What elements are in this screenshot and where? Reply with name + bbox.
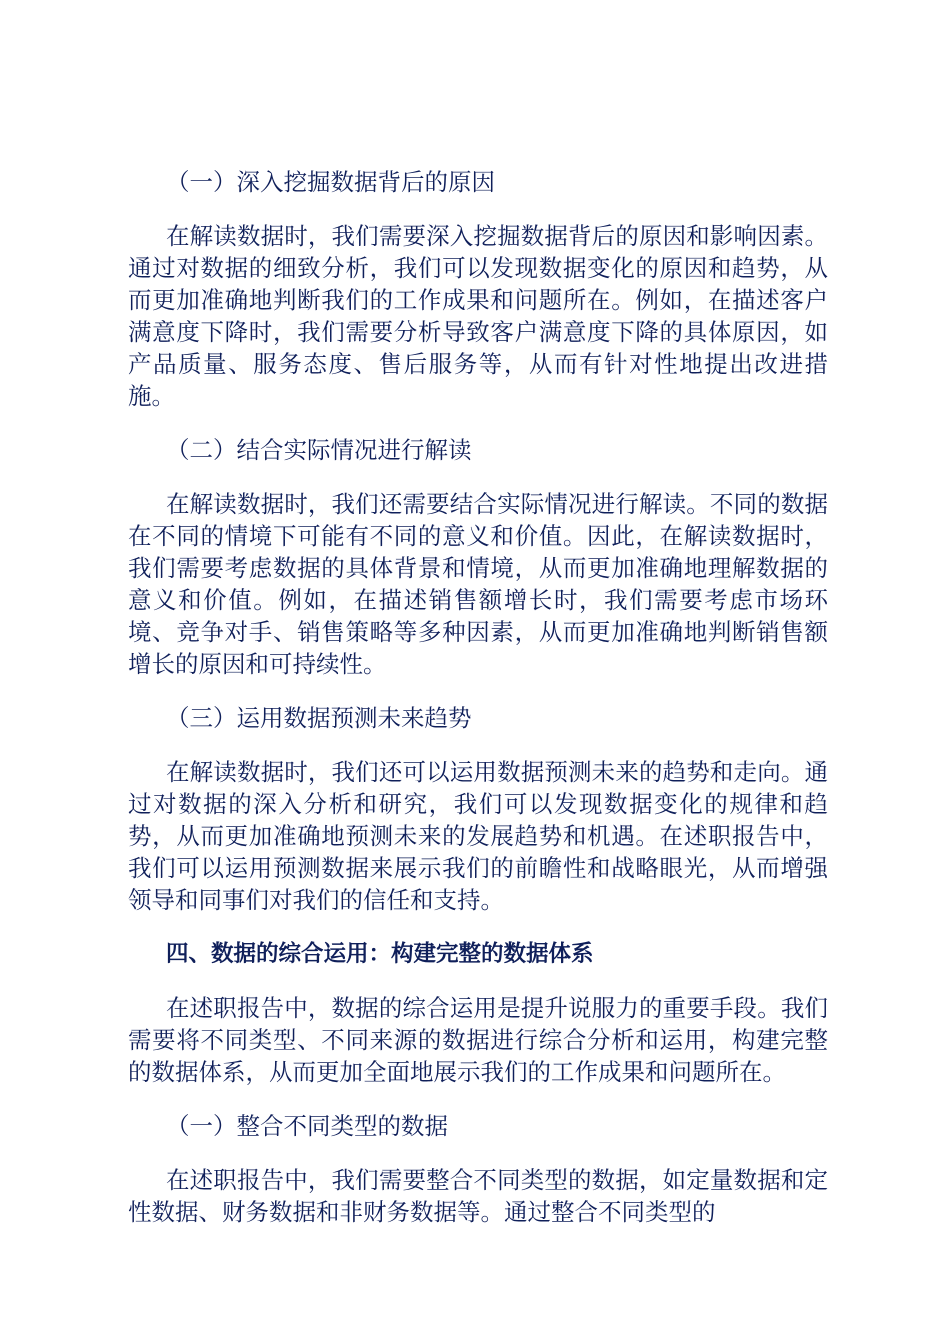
paragraph-3: 在解读数据时，我们还可以运用数据预测未来的趋势和走向。通过对数据的深入分析和研究，我们可以发现数据变化的规律和趋势，从而更加准确地预测未来的发展趋势和机遇。在述职报告中，我们可以运用预测数据来展示我们的前瞻性和战略眼光，从而增强领导和同事们对我们的信任和支持。 bbox=[128, 758, 828, 914]
section-subheading-2: （二）结合实际情况进行解读 bbox=[166, 436, 472, 464]
paragraph-5: 在述职报告中，我们需要整合不同类型的数据，如定量数据和定性数据、财务数据和非财务数据等。通过整合不同类型的 bbox=[128, 1166, 828, 1226]
section-heading-4: 四、数据的综合运用：构建完整的数据体系 bbox=[166, 941, 594, 967]
document-body bbox=[128, 166, 828, 1250]
section-subheading-1: （一）深入挖掘数据背后的原因 bbox=[166, 168, 495, 196]
paragraph-2: 在解读数据时，我们还需要结合实际情况进行解读。不同的数据在不同的情境下可能有不同的意义和价值。因此，在解读数据时，我们需要考虑数据的具体背景和情境，从而更加准确地理解数据的意义和价值。例如，在描述销售额增长时，我们需要考虑市场环境、竞争对手、销售策略等多种因素，从而更加准确地判断销售额增长的原因和可持续性。 bbox=[128, 490, 828, 678]
paragraph-4: 在述职报告中，数据的综合运用是提升说服力的重要手段。我们需要将不同类型、不同来源的数据进行综合分析和运用，构建完整的数据体系，从而更加全面地展示我们的工作成果和问题所在。 bbox=[128, 994, 828, 1086]
section-subheading-4-1: （一）整合不同类型的数据 bbox=[166, 1112, 448, 1140]
section-subheading-3: （三）运用数据预测未来趋势 bbox=[166, 704, 472, 732]
paragraph-1: 在解读数据时，我们需要深入挖掘数据背后的原因和影响因素。通过对数据的细致分析，我们可以发现数据变化的原因和趋势，从而更加准确地判断我们的工作成果和问题所在。例如，在描述客户满意度下降时，我们需要分析导致客户满意度下降的具体原因，如产品质量、服务态度、售后服务等，从而有针对性地提出改进措施。 bbox=[128, 222, 828, 410]
